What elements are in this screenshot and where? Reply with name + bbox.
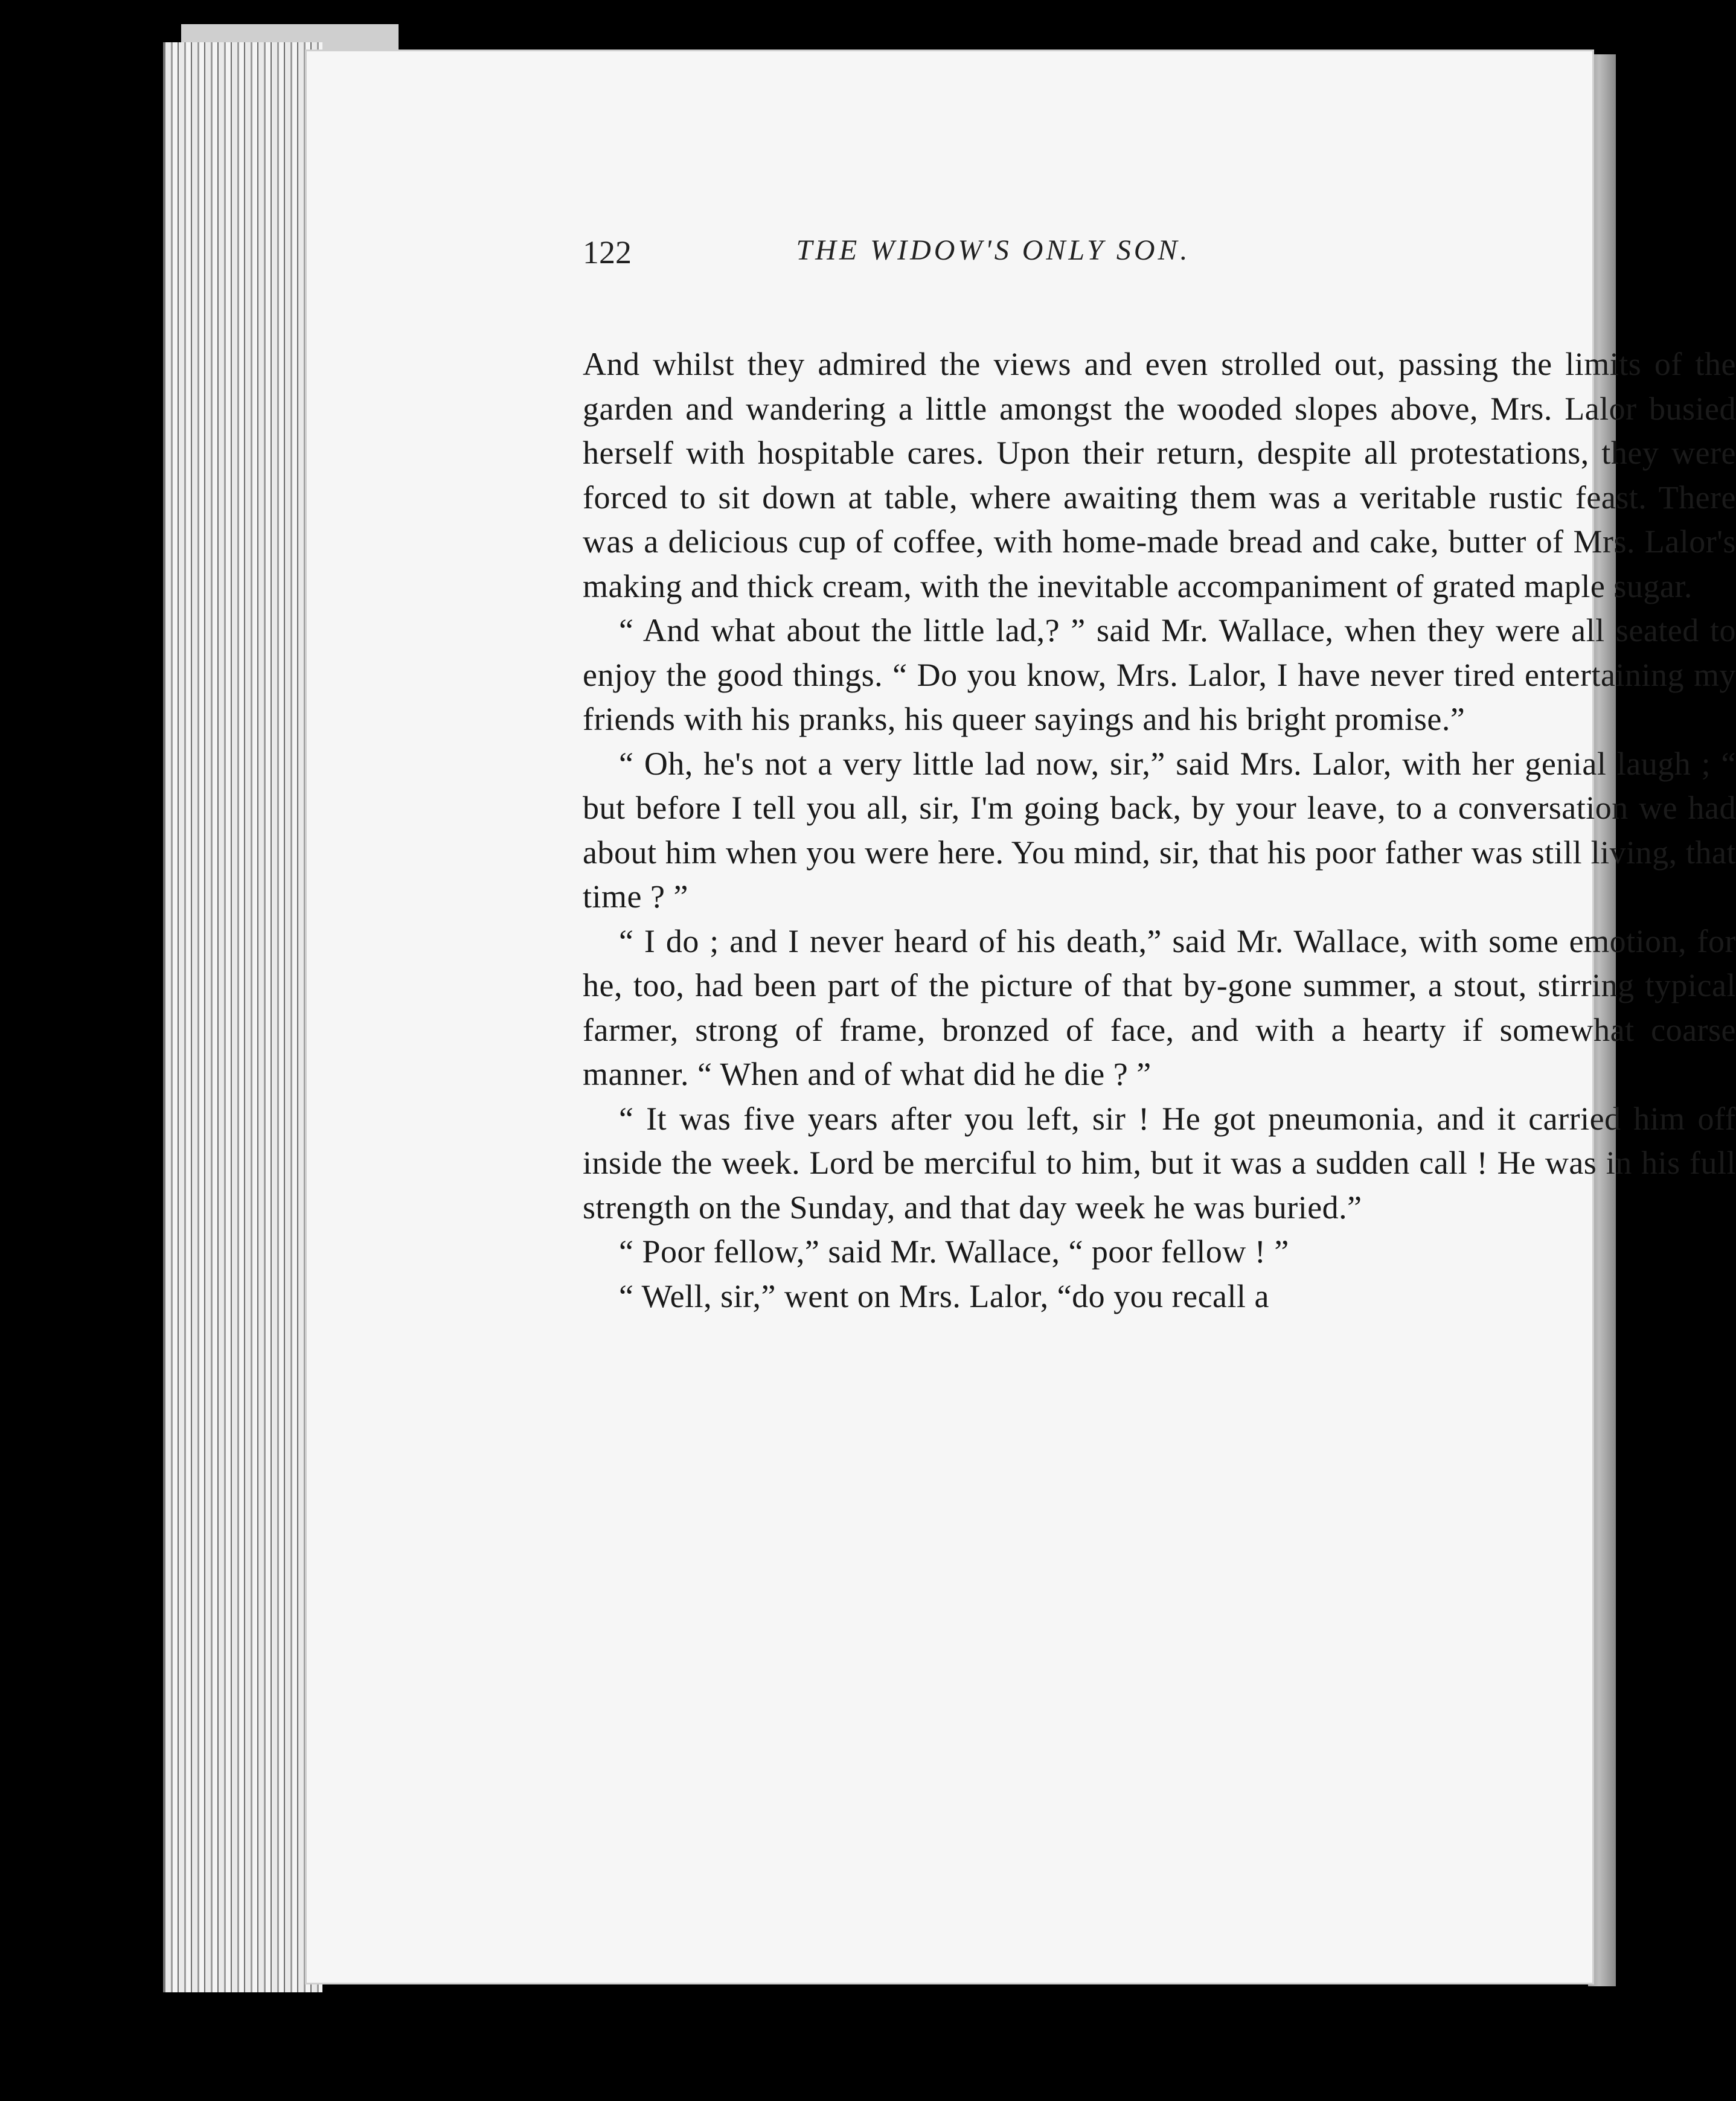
paragraph: “ Well, sir,” went on Mrs. Lalor, “do you recall a	[619, 1278, 1269, 1314]
paragraph: “ And what about the little lad,? ” said Mr. Wallace, when they were all seated to enjoy the good things. “ Do you know, Mrs. Lalor, I have never tired entertaining my friends with his pranks, his queer sayings and his bright promise.”	[583, 612, 1736, 737]
page-number: 122	[583, 234, 632, 270]
page-header	[583, 234, 1331, 306]
paragraph: “ Oh, he's not a very little lad now, sir,” said Mrs. Lalor, with her genial laugh ; “ but before I tell you all, sir, I'm going back, by your leave, to a conversation we had about him when you were here. You mind, sir, that his poor father was still living, that time ? ”	[583, 745, 1736, 915]
paragraph: “ It was five years after you left, sir ! He got pneumonia, and it carried him off inside the week. Lord be merciful to him, but it was a sudden call ! He was in his full strength on the Sunday, and that day week he was buried.”	[583, 1100, 1736, 1226]
running-title: THE WIDOW'S ONLY SON.	[796, 234, 1191, 266]
page-stack-edges	[163, 42, 322, 1992]
paragraph: And whilst they admired the views and even strolled out, passing the limits of the garden and wandering a little amongst the wooded slopes above, Mrs. Lalor busied herself with hospitable cares. Upon their return, despite all protestations, they were forced to sit down at table, where awaiting them was a veritable rustic feast. There was a delicious cup of coffee, with home-made bread and cake, butter of Mrs. Lalor's making and thick cream, with the inevitable accompaniment of grated maple sugar.	[583, 346, 1736, 604]
paragraph: “ Poor fellow,” said Mr. Wallace, “ poor fellow ! ”	[619, 1233, 1289, 1270]
body-text	[583, 342, 1736, 1319]
book-page	[305, 50, 1736, 1984]
paragraph: “ I do ; and I never heard of his death,” said Mr. Wallace, with some emotion, for he, too, had been part of the picture of that by-gone summer, a stout, stirring typical farmer, strong of frame, bronzed of face, and with a hearty if somewhat coarse manner. “ When and of what did he die ? ”	[583, 923, 1736, 1092]
